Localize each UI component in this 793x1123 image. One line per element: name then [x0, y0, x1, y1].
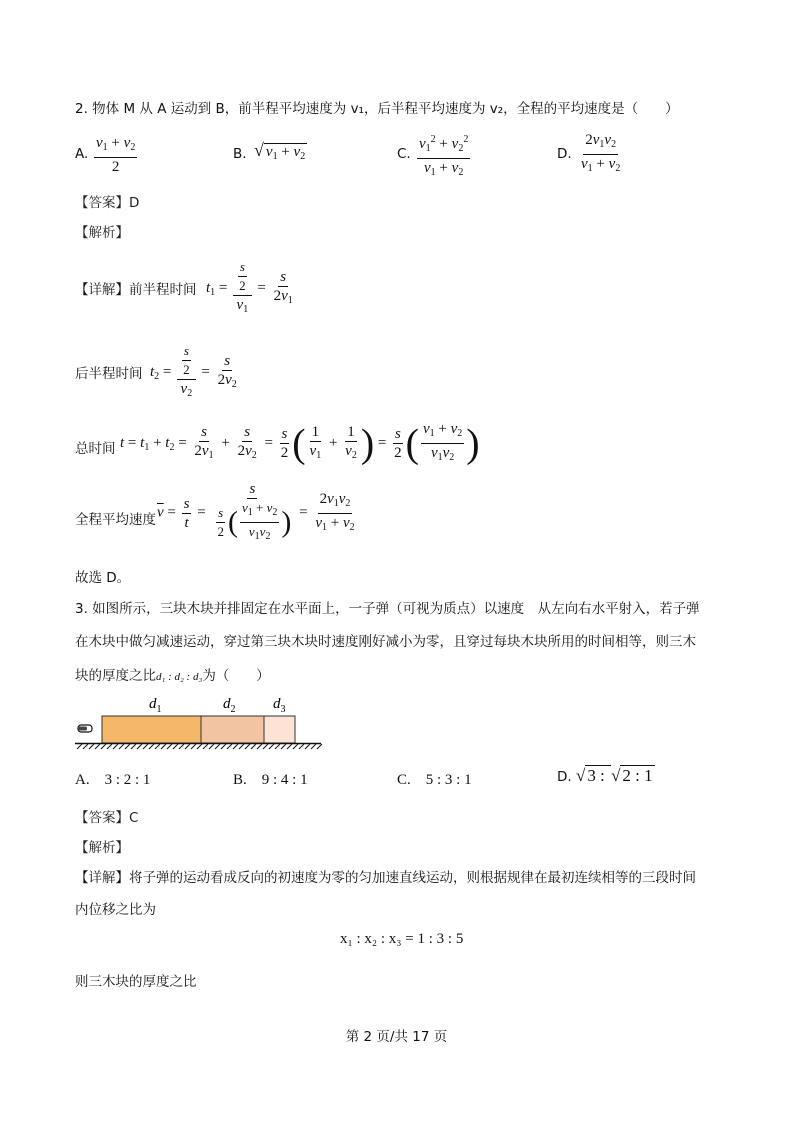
- q2-detail-first-half-label: 【详解】前半程时间: [75, 282, 197, 298]
- q2-option-b-label: B.: [233, 146, 247, 162]
- q2-option-b-formula: √ $v_1 + v_2$: [254, 140, 306, 162]
- block-d3: [264, 716, 295, 743]
- block-d2: [201, 716, 264, 743]
- q2-option-c-label: C.: [397, 146, 411, 162]
- q2-second-half-label: 后半程时间: [75, 366, 143, 382]
- block-d3-label: $d_3$: [273, 696, 286, 715]
- q2-option-d-formula: $\frac{2v_1v_2}{v_1 + v_2}$: [581, 132, 621, 174]
- block-d2-label: $d_2$: [223, 696, 236, 715]
- ground-hatching: [77, 744, 322, 749]
- q2-answer: 【答案】D: [75, 195, 140, 211]
- q2-formula-t2: $t_2$ = $\frac{\frac{s}{2}}{v_2}$ = $\frac{s}{2v_2}$: [150, 343, 237, 399]
- q2-option-a-formula: $\frac{v_1 + v_2}{2}$: [96, 135, 136, 175]
- q3-option-b: B. 9 : 4 : 1: [233, 772, 308, 788]
- page-footer: 第 2 页/共 17 页: [345, 1029, 448, 1045]
- q2-formula-t1: $t_1$ = $\frac{\frac{s}{2}}{v_1}$ = $\frac{s}{2v_1}$: [206, 259, 293, 315]
- q3-stem-line3-post: 为（ ）: [202, 668, 270, 684]
- q2-analysis-label: 【解析】: [75, 225, 129, 241]
- q3-stem-line3: [75, 664, 270, 684]
- q2-option-c-formula: $\frac{v_1^2 + v_2^2}{v_1 + v_2}$: [415, 131, 472, 182]
- q2-formula-average-speed: $\overline{v}$ = $\frac{s}{t}$ = s $\frac{s}{2}$ ( $\frac{v_1 + v_2}{v_1v_2}$ ) = $\frac{2v_1v_2}{v_1 + v_2}$: [157, 481, 355, 542]
- bullet: [78, 725, 92, 732]
- q2-conclusion: 故选 D。: [75, 570, 131, 586]
- q2-total-time-label: 总时间: [75, 441, 116, 457]
- q3-answer: 【答案】C: [75, 810, 139, 826]
- block-d1: [102, 716, 201, 743]
- q2-option-d-label: D.: [557, 146, 572, 162]
- q3-stem-line3-pre: 块的厚度之比: [75, 668, 156, 684]
- q3-detail-line1: 【详解】将子弹的运动看成反向的初速度为零的匀加速直线运动，则根据规律在最初连续相等的三段时间: [75, 870, 696, 886]
- q3-displacement-ratio: x₁ : x₂ : x₃ = 1 : 3 : 5: [340, 931, 464, 947]
- q3-option-d: D. √ 3 : √ 2 : 1: [557, 766, 653, 785]
- q3-stem-line1: 3. 如图所示，三块木块并排固定在水平面上，一子弹（可视为质点）以速度 从左向右水平射入，若子弹: [75, 601, 700, 617]
- q3-option-c: C. 5 : 3 : 1: [397, 772, 472, 788]
- q3-blocks-figure: [75, 690, 325, 750]
- q3-last-line: 则三木块的厚度之比: [75, 974, 197, 990]
- q2-stem: 2. 物体 M 从 A 运动到 B，前半程平均速度为 v₁，后半程平均速度为 v₂，全程的平均速度是（ ）: [75, 101, 679, 117]
- q2-formula-total-time: $t = t_1 + t_2$ = $\frac{s}{2v_1}$ + $\frac{s}{2v_2}$ = $\frac{s}{2}$ ( $\frac{1}{v_1}$ + $\frac{1}{v_2}$ ) = $\frac{s}{2}$ ( $\frac{v_1 + v_2}{v_1v_2}$ ): [120, 420, 480, 466]
- q3-stem-line2: 在木块中做匀减速运动，穿过第三块木块时速度刚好减小为零，且穿过每块木块所用的时间相等，则三木: [75, 634, 696, 650]
- block-d1-label: $d_1$: [149, 696, 162, 715]
- q2-option-a-label: A.: [75, 146, 89, 162]
- q3-blocks-svg: [75, 690, 325, 750]
- q3-analysis-label: 【解析】: [75, 840, 129, 856]
- q3-ratio-inline: d₁ : d₂ : d₃: [156, 671, 203, 683]
- q2-average-speed-label: 全程平均速度: [75, 512, 156, 528]
- q3-option-a: A. 3 : 2 : 1: [75, 772, 151, 788]
- q3-detail-line2: 内位移之比为: [75, 902, 156, 918]
